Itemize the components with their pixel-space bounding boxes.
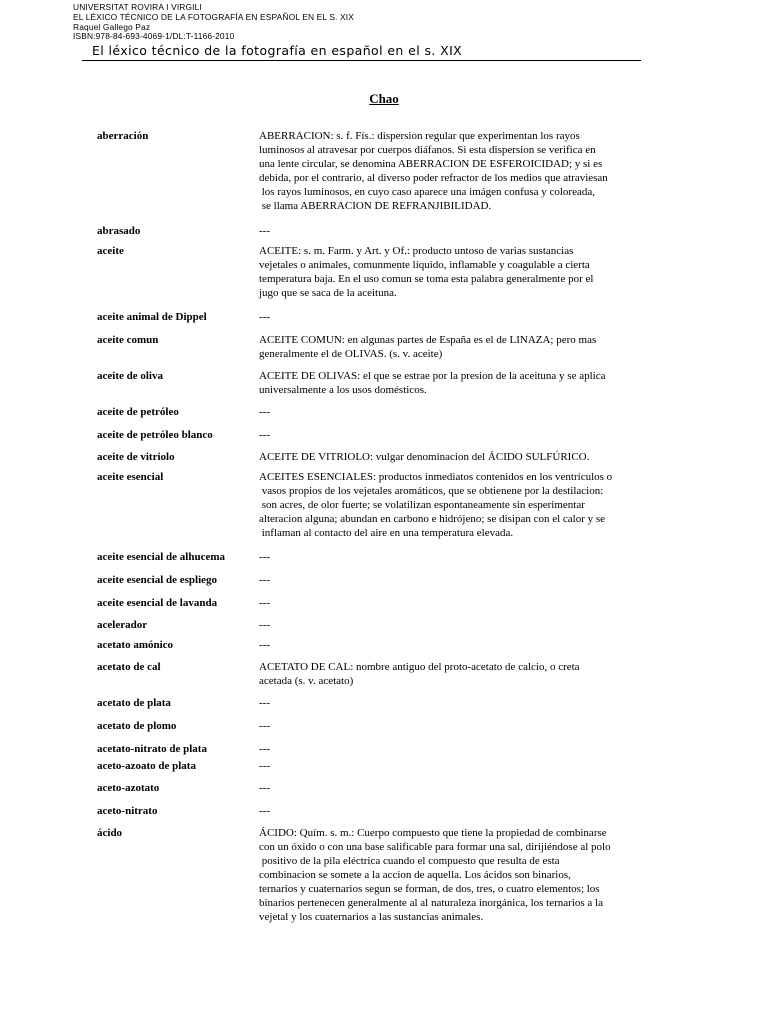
running-title: El léxico técnico de la fotografía en español en el s. XIX bbox=[92, 43, 463, 58]
entry-term: aceite esencial de lavanda bbox=[97, 597, 218, 609]
entry-term: aberración bbox=[97, 130, 149, 142]
entry-term: ácido bbox=[97, 827, 123, 839]
entry-term: aceite de petróleo blanco bbox=[97, 429, 213, 441]
header-thesis-title: EL LÉXICO TÉCNICO DE LA FOTOGRAFÍA EN ESPAÑOL EN EL S. XIX bbox=[73, 11, 354, 22]
entry-definition: ACEITE DE OLIVAS: el que se estrae por la presion de la aceituna y se aplica universalmente a los usos domésticos. bbox=[259, 370, 606, 396]
entry-term: acetato-nitrato de plata bbox=[97, 743, 207, 755]
entry-term: acelerador bbox=[97, 619, 148, 631]
entry-term: aceite esencial de espliego bbox=[97, 574, 218, 586]
entry-term: aceite comun bbox=[97, 334, 159, 346]
entry-definition: --- bbox=[259, 574, 270, 586]
entry-definition: ACEITES ESENCIALES: productos inmediatos contenidos en los ventrículos o vasos propios de los vejetales aromáticos, que se obtienene por la destilacion: son acres, de olor fuerte; se volatilizan espontaneamente sin esperimentar alteracion alguna; abundan en carbono e hidrójeno; se disipan con el calor y se inflaman al contacto del aire en una temperatura elevada. bbox=[259, 471, 613, 539]
entry-term: acetato de plomo bbox=[97, 720, 177, 732]
entry-definition: --- bbox=[259, 720, 270, 732]
entry-definition: ACEITE DE VITRIOLO: vulgar denominacion del ÁCIDO SULFÚRICO. bbox=[259, 451, 590, 463]
entry-definition: --- bbox=[259, 225, 270, 237]
entry-definition: ABERRACION: s. f. Fís.: dispersion regular que experimentan los rayos luminosos al atravesar por cuerpos diáfanos. Si esta dispersion se verifica en una lente circular, se denomina ABERRACION DE ESFEROICIDAD; y si es debida, por el contrario, al diverso poder refractor de los medios que atraviesan los rayos luminosos, en cuyo caso aparece una imágen confusa y coloreada, se llama ABERRACION DE REFRANJIBILIDAD. bbox=[259, 130, 608, 212]
page-title: Chao bbox=[369, 91, 399, 106]
entry-term: acetato amónico bbox=[97, 639, 174, 651]
entry-term: aceite de vitriolo bbox=[97, 451, 175, 463]
entry-term: aceto-azotato bbox=[97, 782, 160, 794]
entry-definition: --- bbox=[259, 619, 270, 631]
entry-term: aceite esencial bbox=[97, 471, 164, 483]
entry-term: aceto-azoato de plata bbox=[97, 760, 196, 772]
entry-term: aceite animal de Dippel bbox=[97, 311, 207, 323]
entry-definition: --- bbox=[259, 639, 270, 651]
entry-definition: ACETATO DE CAL: nombre antiguo del proto-acetato de calcio, o creta acetada (s. v. acetato) bbox=[259, 661, 580, 687]
entry-term: aceite de petróleo bbox=[97, 406, 179, 418]
entry-definition: --- bbox=[259, 760, 270, 772]
entry-definition: --- bbox=[259, 311, 270, 323]
entry-definition: ÁCIDO: Quím. s. m.: Cuerpo compuesto que tiene la propiedad de combinarse con un óxido o con una base salificable para formar una sal, dirijiéndose al polo positivo de la pila eléctrica cuando el compuesto que resulta de esta combinacion se somete a la accion de aquella. Los ácidos son binarios, ternarios y cuaternarios segun se forman, de dos, tres, o cuatro elementos; los binarios pertenecen generalmente al al naturaleza inorgánica, los ternarios a la vejetal y los cuaternarios a las sustancias animales. bbox=[259, 827, 611, 923]
entry-term: aceite de oliva bbox=[97, 370, 163, 382]
header-institution: UNIVERSITAT ROVIRA I VIRGILI bbox=[73, 2, 202, 12]
entry-term: aceite bbox=[97, 245, 124, 257]
entry-definition: --- bbox=[259, 743, 270, 755]
entry-definition: --- bbox=[259, 597, 270, 609]
entry-term: acetato de plata bbox=[97, 697, 171, 709]
entry-term: acetato de cal bbox=[97, 661, 161, 673]
entry-definition: ACEITE: s. m. Farm. y Art. y Of.: producto untoso de varias sustancias vejetales o animales, comunmente líquido, inflamable y coagulable a cierta temperatura baja. En el uso comun se toma esta palabra generalmente por el jugo que se saca de la aceituna. bbox=[259, 245, 594, 299]
entry-term: aceto-nitrato bbox=[97, 805, 158, 817]
entry-definition: --- bbox=[259, 805, 270, 817]
entry-definition: --- bbox=[259, 697, 270, 709]
header-author: Raquel Gallego Paz bbox=[73, 21, 151, 32]
header-isbn: ISBN:978-84-693-4069-1/DL:T-1166-2010 bbox=[73, 31, 235, 42]
entry-definition: --- bbox=[259, 406, 270, 418]
entry-term: abrasado bbox=[97, 225, 141, 237]
entry-definition: --- bbox=[259, 429, 270, 441]
entry-definition: --- bbox=[259, 782, 270, 794]
entry-term: aceite esencial de alhucema bbox=[97, 551, 225, 563]
entry-definition: ACEITE COMUN: en algunas partes de España es el de LINAZA; pero mas generalmente el de OLIVAS. (s. v. aceite) bbox=[259, 334, 597, 360]
entry-definition: --- bbox=[259, 551, 270, 563]
